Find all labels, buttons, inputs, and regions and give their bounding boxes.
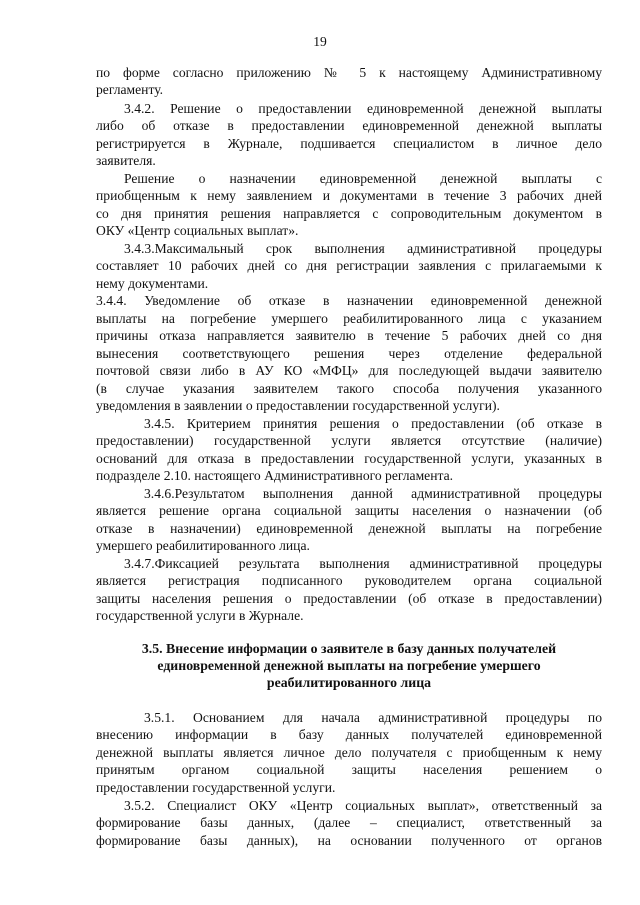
text-line: формирование базы данных, (далее – специалист, ответственный за <box>96 815 602 830</box>
text-line: 3.4.4. Уведомление об отказе в назначении единовременной денежной <box>96 293 602 308</box>
text-line: со дня принятия решения направляется с сопроводительным документом в <box>96 206 602 221</box>
section-heading <box>96 640 602 691</box>
text-line: 3.4.3.Максимальный срок выполнения административной процедуры <box>124 241 602 256</box>
page-number: 19 <box>313 34 327 49</box>
text-line: 3.4.7.Фиксацией результата выполнения административной процедуры <box>124 556 602 571</box>
text-line: денежной выплаты является личное дело получателя с приобщенным к нему <box>96 745 602 760</box>
text-line: 3.4.6.Результатом выполнения данной административной процедуры <box>144 486 602 501</box>
text-line: 3.5.1. Основанием для начала административной процедуры по <box>144 710 602 725</box>
text-line: защиты населения решения о предоставлении (об отказе в предоставлении) <box>96 591 602 606</box>
text-line: 3.5.2. Специалист ОКУ «Центр социальных выплат», ответственный за <box>124 798 602 813</box>
text-line: вынесения соответствующего решения через отделение федеральной <box>96 346 602 361</box>
text-line: 3.4.5. Критерием принятия решения о предоставлении (об отказе в <box>144 416 602 431</box>
text-line: почтовой связи либо в АУ КО «МФЦ» для последующей выдачи заявителю <box>96 363 602 378</box>
text-line: уведомления в заявлении о предоставлении государственной услуги). <box>96 398 500 413</box>
text-line: приобщенным к нему заявлением и документами в течение 3 рабочих дней <box>96 188 602 203</box>
text-line: является регистрация подписанного руководителем органа социальной <box>96 573 602 588</box>
text-line: заявителя. <box>96 153 156 168</box>
text-line: ОКУ «Центр социальных выплат». <box>96 223 299 238</box>
text-line: регистрируется в Журнале, подшивается специалистом в личное дело <box>96 136 602 151</box>
text-line: предоставлении) государственной услуги является отсутствие (наличие) <box>96 433 602 448</box>
text-line: 3.4.2. Решение о предоставлении единовременной денежной выплаты <box>124 101 602 116</box>
section-heading-line: 3.5. Внесение информации о заявителе в базу данных получателей <box>141 641 557 656</box>
text-line: (в случае указания заявителем такого способа получения указанного <box>96 381 602 396</box>
text-line: нему документами. <box>96 276 209 291</box>
text-line: государственной услуги в Журнале. <box>96 608 304 623</box>
text-line: либо об отказе в предоставлении единовременной денежной выплаты <box>96 118 602 133</box>
text-line: умершего реабилитированного лица. <box>96 538 310 553</box>
text-line: составляет 10 рабочих дней со дня регистрации заявления с прилагаемыми к <box>96 258 602 273</box>
text-line: регламенту. <box>96 82 164 97</box>
text-line: является решение органа социальной защиты населения о назначении (об <box>96 503 602 518</box>
text-line: Решение о назначении единовременной денежной выплаты с <box>124 171 602 186</box>
text-line: предоставлении государственной услуги. <box>96 780 336 795</box>
section-heading-line: единовременной денежной выплаты на погребение умершего <box>157 658 541 673</box>
text-line: формирование базы данных), на основании полученного от органов <box>96 833 602 848</box>
section-heading-line: реабилитированного лица <box>266 675 432 690</box>
text-line: причины отказа направляется заявителю в течение 5 рабочих дней со дня <box>96 328 602 343</box>
text-line: по форме согласно приложению № 5 к настоящему Административному <box>96 65 602 80</box>
text-line: внесению информации в базу данных получателей единовременной <box>96 727 602 742</box>
text-line: отказе в назначении) единовременной денежной выплаты на погребение <box>96 521 602 536</box>
text-line: оснований для отказа в предоставлении государственной услуги, указанных в <box>96 451 602 466</box>
text-line: подразделе 2.10. настоящего Административного регламента. <box>96 468 454 483</box>
text-line: принятым органом социальной защиты населения решением о <box>96 762 602 777</box>
text-line: выплаты на погребение умершего реабилитированного лица с указанием <box>96 311 602 326</box>
